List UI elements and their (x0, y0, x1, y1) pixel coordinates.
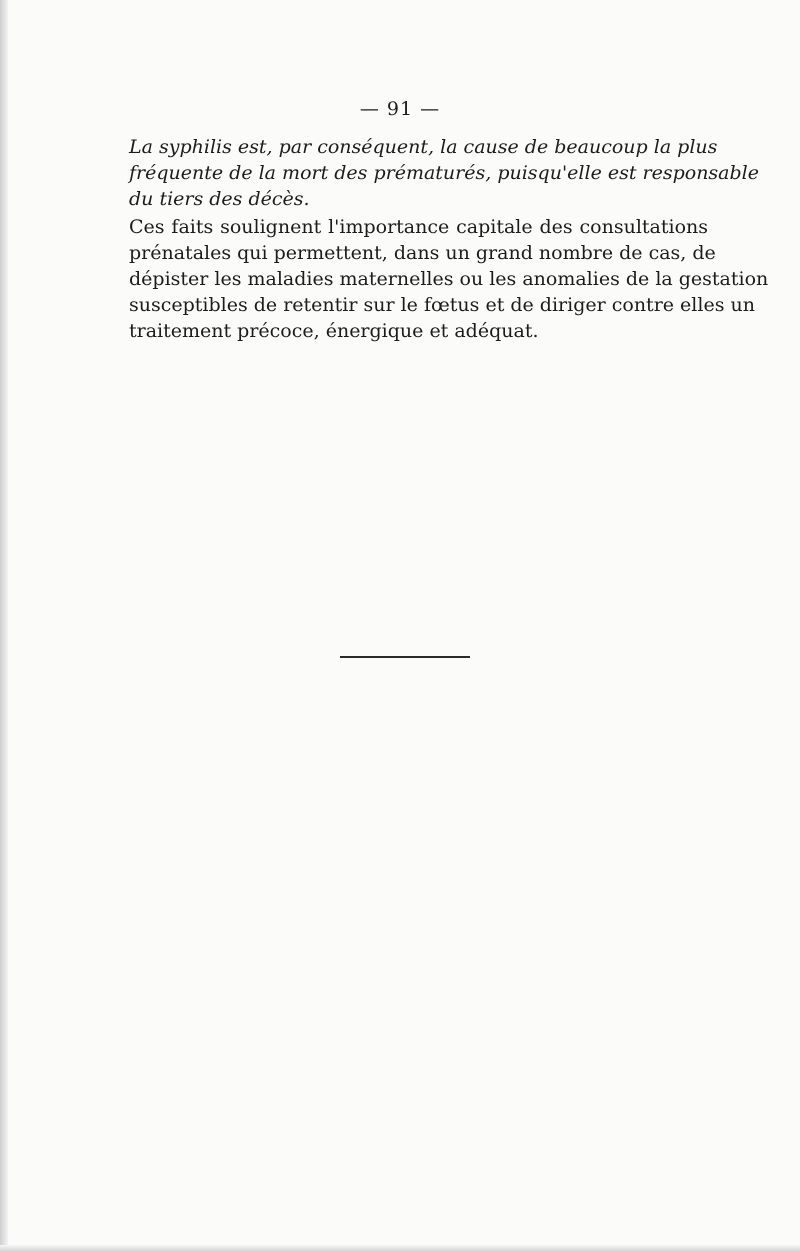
text-line: du tiers des décès. (129, 188, 310, 210)
page-bottom-edge-shadow (0, 1245, 800, 1251)
page-number: — 91 — (359, 98, 441, 120)
page-left-edge-shadow (0, 0, 8, 1251)
paragraph-conclusion (105, 134, 759, 212)
section-end-rule (340, 656, 470, 658)
body-text (105, 134, 769, 344)
text-line: traitement précoce, énergique et adéquat. (129, 320, 539, 342)
text-line: dépister les maladies maternelles ou les anomalies de la gestation (129, 268, 769, 290)
text-line: prénatales qui permettent, dans un grand nombre de cas, de (129, 242, 716, 264)
text-line: susceptibles de retentir sur le fœtus et de diriger contre elles un (129, 294, 755, 316)
text-line: fréquente de la mort des prématurés, puisqu'elle est responsable (129, 162, 759, 184)
text-line: Ces faits soulignent l'importance capitale des consultations (129, 216, 708, 238)
text-line: La syphilis est, par conséquent, la cause de beaucoup la plus (129, 136, 718, 158)
paragraph-prenatal-consultations (105, 214, 769, 344)
